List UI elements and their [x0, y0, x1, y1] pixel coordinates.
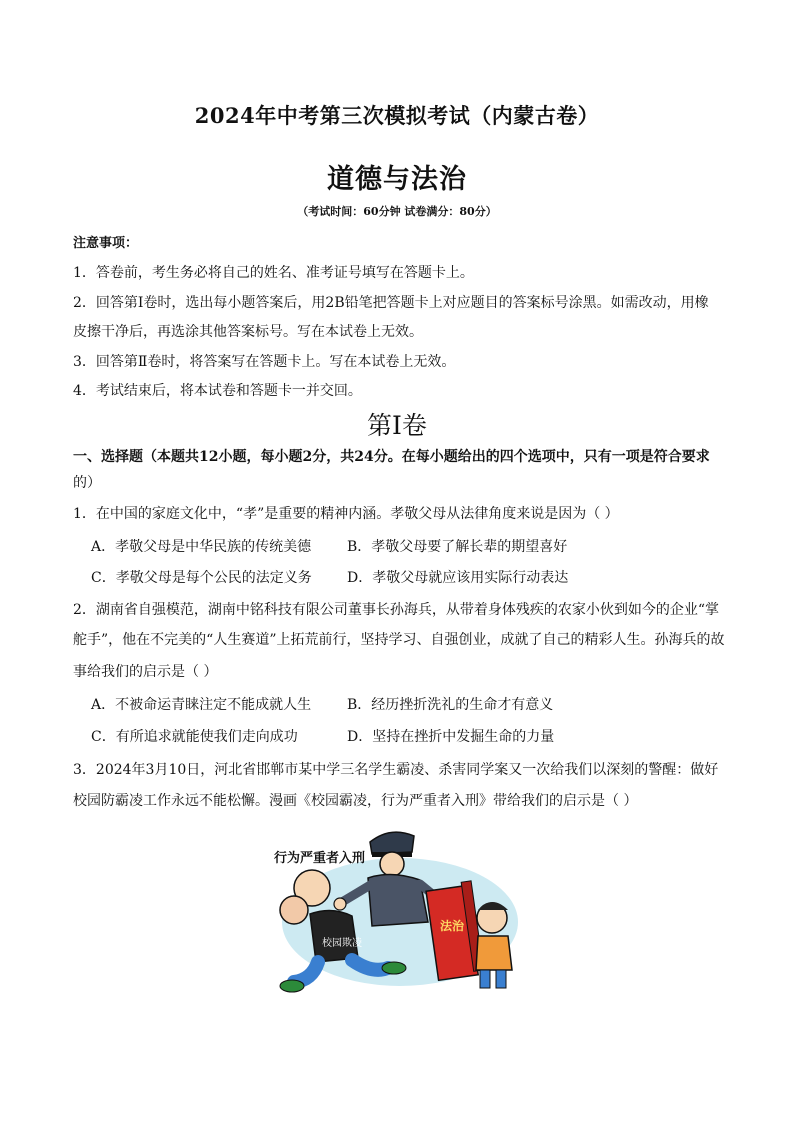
section1-heading-cont: 的）: [73, 475, 101, 491]
notice-heading: 注意事项：: [73, 236, 139, 251]
notice-item-2-cont: 皮擦干净后，再选涂其他答案标号。写在本试卷上无效。: [73, 324, 423, 340]
notice-item-4: 4．考试结束后，将本试卷和答题卡一并交回。: [73, 383, 362, 399]
volume-title: 第Ⅰ卷: [367, 411, 427, 440]
q2-option-b: B．经历挫折洗礼的生命才有意义: [347, 697, 554, 713]
subject-title: 道德与法治: [327, 164, 467, 195]
law-book-text: 法治: [440, 919, 465, 933]
section1-line1: 一、选择题（本题共12小题，每小题2分，共24分。在每小题给出的四个选项中，只有一项是符合要求: [73, 449, 710, 465]
q1-stem: 1．在中国的家庭文化中，“孝”是重要的精神内涵。孝敬父母从法律角度来说是因为（ ）: [73, 506, 619, 522]
section1-heading: [73, 446, 710, 466]
q2-option-a: A．不被命运青睐注定不能成就人生: [91, 697, 312, 713]
q1-option-c: C．孝敬父母是每个公民的法定义务: [91, 570, 312, 586]
notice-item-3: 3．回答第Ⅱ卷时，将答案写在答题卡上。写在本试卷上无效。: [73, 354, 456, 370]
q1-option-a: A．孝敬父母是中华民族的传统美德: [91, 539, 312, 555]
q3-stem-2: 校园防霸凌工作永远不能松懈。漫画《校园霸凌，行为严重者入刑》带给我们的启示是（ ）: [73, 793, 638, 809]
q1-option-d: D．孝敬父母就应该用实际行动表达: [347, 570, 569, 586]
exam-title: 2024年中考第三次模拟考试（内蒙古卷）: [194, 103, 600, 128]
victim-child: [476, 902, 512, 988]
q2-option-c: C．有所追求就能使我们走向成功: [91, 729, 298, 745]
notice-item-2: 2．回答第Ⅰ卷时，选出每小题答案后，用2B铅笔把答题卡上对应题目的答案标号涂黑。如需改动，用橡: [73, 295, 709, 311]
q2-stem-3: 事给我们的启示是（ ）: [73, 664, 218, 680]
bully-shirt-text: 校园欺凌: [322, 938, 362, 949]
q3-stem-1: 3．2024年3月10日，河北省邯郸市某中学三名学生霸凌、杀害同学案又一次给我们以深刻的警醒：做好: [73, 762, 719, 778]
q2-option-d: D．坚持在挫折中发掘生命的力量: [347, 729, 555, 745]
cartoon-caption: 行为严重者入刑: [274, 851, 366, 866]
q2-stem-2: 舵手”，他在不完美的“人生赛道”上拓荒前行，坚持学习、自强创业，成就了自己的精彩人生。孙海兵的故: [73, 632, 725, 648]
exam-info: （考试时间：60分钟 试卷满分：80分）: [297, 205, 497, 218]
q1-option-b: B．孝敬父母要了解长辈的期望喜好: [347, 539, 568, 555]
q2-stem-1: 2．湖南省自强模范，湖南中铭科技有限公司董事长孙海兵，从带着身体残疾的农家小伙到如今的企业“掌: [73, 602, 720, 618]
bullying-cartoon: [272, 822, 522, 1000]
notice-item-1: 1．答卷前，考生务必将自己的姓名、准考证号填写在答题卡上。: [73, 265, 474, 281]
